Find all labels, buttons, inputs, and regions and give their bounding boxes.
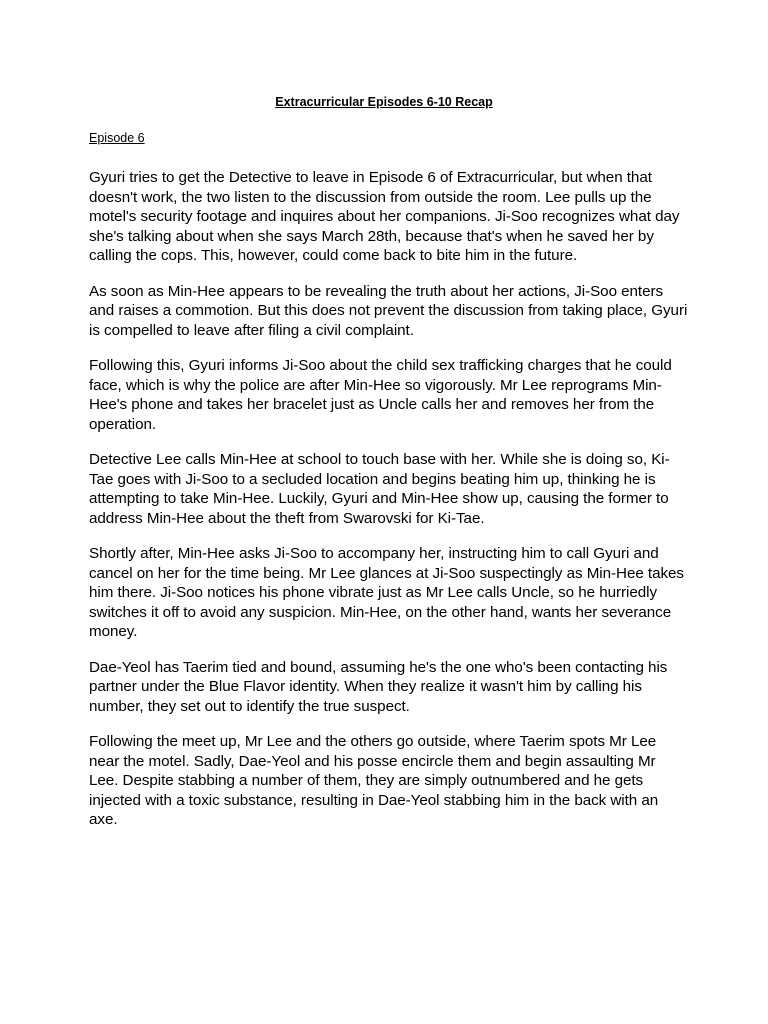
paragraph-1: Gyuri tries to get the Detective to leave in Episode 6 of Extracurricular, but when that doesn't work, the two listen to the discussion from outside the room. Lee pulls up the motel's security footage and inquires about her companions. Ji-Soo recognizes what day she's talking about when she says March 28th, because that's when he saved her by calling the cops. This, however, could come back to bite him in the future. [89, 169, 680, 264]
paragraph-7: Following the meet up, Mr Lee and the others go outside, where Taerim spots Mr Lee near the motel. Sadly, Dae-Yeol and his posse encircle them and begin assaulting Mr Lee. Despite stabbing a number of them, they are simply outnumbered and he gets injected with a toxic substance, resulting in Dae-Yeol stabbing him in the back with an axe. [89, 733, 659, 828]
paragraph-2: As soon as Min-Hee appears to be revealing the truth about her actions, Ji-Soo enters and raises a commotion. But this does not prevent the discussion from taking place, Gyuri is compelled to leave after filing a civil complaint. [89, 282, 688, 339]
paragraph-5: Shortly after, Min-Hee asks Ji-Soo to accompany her, instructing him to call Gyuri and cancel on her for the time being. Mr Lee glances at Ji-Soo suspectingly as Min-Hee takes him there. Ji-Soo notices his phone vibrate just as Mr Lee calls Uncle, so he hurriedly switches it off to avoid any suspicion. Min-Hee, on the other hand, wants her severance money. [89, 545, 684, 640]
paragraph-3: Following this, Gyuri informs Ji-Soo about the child sex trafficking charges that he could face, which is why the police are after Min-Hee so vigorously. Mr Lee reprograms Min- Hee's phone and takes her bracelet just as Uncle calls her and removes her from the operation. [89, 357, 672, 433]
paragraph-6: Dae-Yeol has Taerim tied and bound, assuming he's the one who's been contacting his partner under the Blue Flavor identity. When they realize it wasn't him by calling his number, they set out to identify the true suspect. [89, 658, 668, 715]
paragraph-4: Detective Lee calls Min-Hee at school to touch base with her. While she is doing so, Ki-Tae goes with Ji-Soo to a secluded location and begins beating him up, thinking he is attempting to take Min-Hee. Luckily, Gyuri and Min-Hee show up, causing the former to address Min-Hee about the theft from Swarovski for Ki-Tae. [89, 451, 670, 527]
episode-heading: Episode 6 [89, 131, 145, 145]
document-title: Extracurricular Episodes 6-10 Recap [275, 95, 493, 109]
document-body [89, 168, 689, 846]
